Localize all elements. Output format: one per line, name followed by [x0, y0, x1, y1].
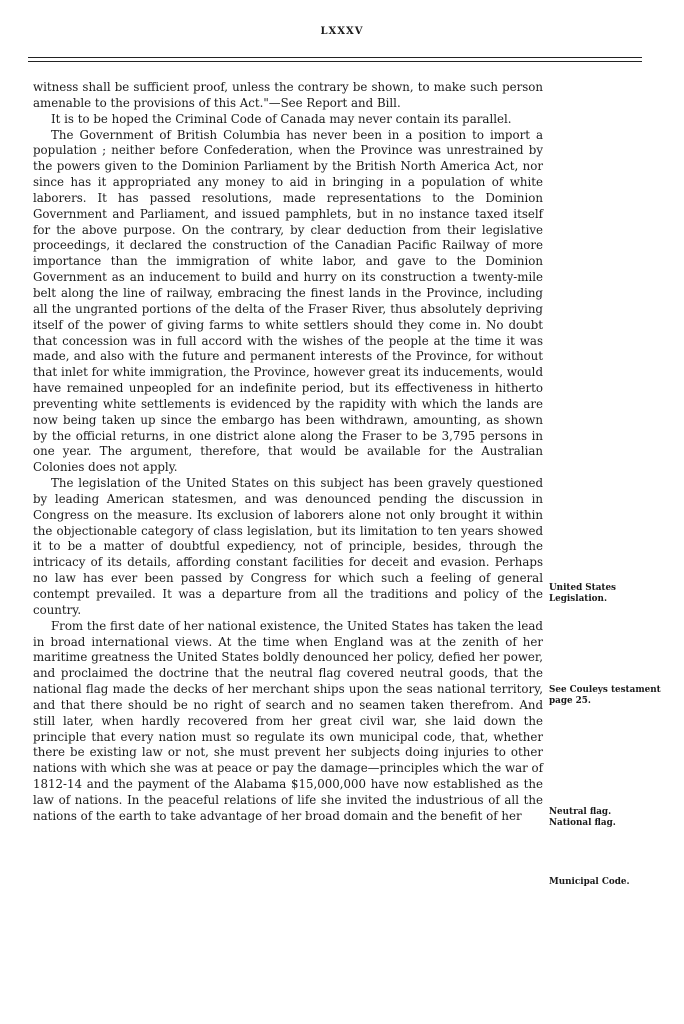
header-rule-top [28, 57, 642, 58]
margin-note-couleys-testament: See Couleys testament page 25. [549, 685, 661, 706]
margin-note-municipal-code: Municipal Code. [549, 877, 630, 887]
margin-note-united-states-legislation: United States Legislation. [549, 583, 617, 604]
paragraph-us-national-existence: From the first date of her national existence, the United States has taken the lead in broad international views. At the time when England was at the zenith of her maritime greatness the United States boldly denounced her policy, defied her power, and proclaimed the doctrine that the neutral flag covered neutral goods, that the national flag made the decks of her merchant ships upon the seas national territory, and that there should be no right of search and no seamen taken therefrom. And still later, when hardly recovered from her great civil war, she laid down the principle that every nation must so regulate its own municipal code, that, whether there be existing law or not, she must prevent her subjects doing injuries to other nations with which she was at peace or pay the damage—principles which the war of 1812-14 and the payment of the Alabama $15,000,000 have now established as the law of nations. In the peaceful relations of life she invited the industrious of all the nations of the earth to take advantage of her broad domain and the benefit of her [33, 618, 544, 823]
body-text [33, 80, 543, 825]
paragraph-us-legislation: The legislation of the United States on this subject has been gravely questioned by leading American statesmen, and was denounced pending the discussion in Congress on the measure. Its exclusion of laborers alone not only brought it within the objectionable category of class legislation, but its limitation to ten years showed it to be a matter of doubtful expediency, not of principle, besides, through the intricacy of its details, affording constant facilities for deceit and evasion. Perhaps no law has ever been passed by Congress for which such a feeling of general contempt prevailed. It was a departure from all the traditions and policy of the country. [33, 476, 543, 617]
margin-note-neutral-flag: Neutral flag. [549, 807, 612, 817]
page-number: LXXXV [320, 26, 364, 37]
paragraph-continuation: witness shall be sufficient proof, unless the contrary be shown, to make such person amenable to the provisions of this Act."—See Report and Bill. [33, 80, 543, 110]
paragraph-british-columbia: The Government of British Columbia has never been in a position to import a population ; neither before Confederation, when the Province was unrestrained by the powers given to the Dominion Parliament by the British North America Act, nor since has it appropriated any money to aid in bringing in a population of white laborers. It has passed resolutions, made representations to the Dominion Government and Parliament, and issued pamphlets, but in no instance taxed itself for the above purpose. On the contrary, by clear deduction from their legislative proceedings, it declared the construction of the Canadian Pacific Railway of more importance than the immigration of white labor, and gave to the Dominion Government as an inducement to build and hurry on its construction a twenty-mile belt along the line of railway, embracing the finest lands in the Province, including all the ungranted portions of the delta of the Fraser River, thus absolutely depriving itself of the power of giving farms to white settlers should they come in. No doubt that concession was in full accord with the wishes of the people at the time it was made, and also with the future and permanent interests of the Province, for without that inlet for white immigration, the Province, however great its inducements, would have remained unpeopled for an indefinite period, but its effectiveness in hitherto preventing white settlements is evidenced by the rapidity with which the lands are now being taken up since the embargo has been withdrawn, amounting, as shown by the official returns, in one district alone along the Fraser to be 3,795 persons in one year. The argument, therefore, that would be available for the Australian Colonies does not apply. [33, 127, 543, 475]
paragraph-criminal-code: It is to be hoped the Criminal Code of Canada may never contain its parallel. [51, 111, 512, 126]
margin-note-national-flag: National flag. [549, 818, 616, 828]
header-rule-bottom [28, 61, 642, 62]
